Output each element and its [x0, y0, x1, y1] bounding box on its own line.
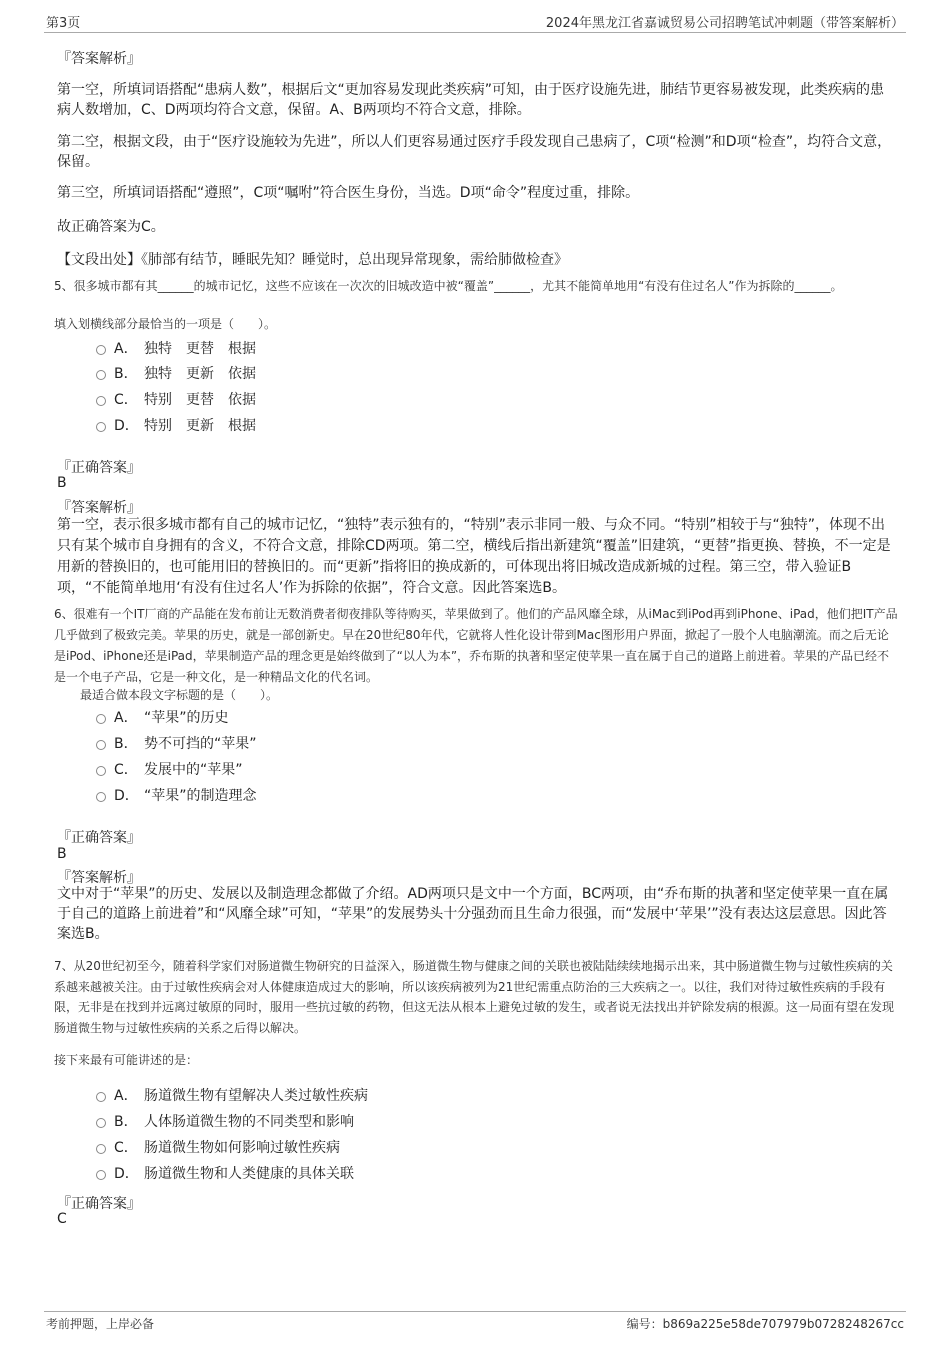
question-5-analysis: 第一空，表示很多城市都有自己的城市记忆，“独特”表示独有的，“特别”表示非同一般、与众不同。“特别”相较于与“独特”，体现不出只有某个城市自身拥有的含义，不符合文意，排除CD两项。第二空，横线后指出新建筑“覆盖”旧建筑，“更替”指更换、替换，不一定是用新的替换旧的，也可能用旧的替换旧的。而“更新”指将旧的换成新的，可体现出将旧城改造成新城的过程。第三空，带入验证B项，“不能简单地用‘有没有住过名人’作为拆除的依据”，符合文意。因此答案选B。	[57, 517, 891, 596]
radio-icon[interactable]	[96, 422, 106, 432]
document-id: 编号：b869a225e58de707979b0728248267cc	[626, 1317, 904, 1331]
q7-option-a[interactable]: A． 肠道微生物有望解决人类过敏性疾病	[96, 1085, 368, 1105]
answer-label: 『正确答案』	[57, 830, 141, 846]
radio-icon[interactable]	[96, 792, 106, 802]
analysis-label: 『答案解析』	[57, 870, 141, 886]
radio-icon[interactable]	[96, 714, 106, 724]
footer-slogan: 考前押题，上岸必备	[46, 1317, 155, 1331]
analysis-paragraph: 第一空，所填词语搭配“患病人数”，根据后文“更加容易发现此类疾病”可知，由于医疗设施先进，肺结节更容易被发现，此类疾病的患病人数增加，C、D两项均符合文意，保留。A、B两项均不符合文意，排除。	[57, 82, 885, 118]
radio-icon[interactable]	[96, 370, 106, 380]
question-5-stem: 5、很多城市都有其______的城市记忆，这些不应该在一次次的旧城改造中被“覆盖”______，尤其不能简单地用“有没有住过名人”作为拆除的______。	[54, 279, 843, 293]
source-citation: 【文段出处】《肺部有结节，睡眠先知？睡觉时，总出现异常现象，需给肺做检查》	[57, 252, 568, 268]
q7-option-b[interactable]: B． 人体肠道微生物的不同类型和影响	[96, 1111, 354, 1131]
analysis-conclusion: 故正确答案为C。	[57, 219, 165, 235]
answer-label: 『正确答案』	[57, 1196, 141, 1212]
q7-option-d[interactable]: D． 肠道微生物和人类健康的具体关联	[96, 1163, 354, 1183]
radio-icon[interactable]	[96, 766, 106, 776]
radio-icon[interactable]	[96, 1144, 106, 1154]
q7-option-c[interactable]: C． 肠道微生物如何影响过敏性疾病	[96, 1137, 340, 1157]
q5-option-c[interactable]: C． 特别 更替 依据	[96, 389, 256, 409]
q6-option-d[interactable]: D． “苹果”的制造理念	[96, 785, 257, 805]
radio-icon[interactable]	[96, 1170, 106, 1180]
correct-answer: C	[57, 1211, 67, 1227]
correct-answer: B	[57, 846, 67, 862]
radio-icon[interactable]	[96, 1092, 106, 1102]
analysis-paragraph: 第三空，所填词语搭配“遵照”，C项“嘱咐”符合医生身份，当选。D项“命令”程度过重，排除。	[57, 185, 640, 201]
page-number: 第3页	[46, 16, 81, 31]
question-5-prompt: 填入划横线部分最恰当的一项是（ ）。	[54, 317, 277, 331]
footer-divider	[44, 1311, 906, 1312]
analysis-label: 『答案解析』	[57, 500, 141, 516]
answer-label: 『正确答案』	[57, 460, 141, 476]
analysis-label: 『答案解析』	[57, 51, 141, 67]
analysis-paragraph: 第二空，根据文段，由于“医疗设施较为先进”，所以人们更容易通过医疗手段发现自己患病了，C项“检测”和D项“检查”，均符合文意，保留。	[57, 134, 892, 170]
correct-answer: B	[57, 475, 67, 491]
q6-option-c[interactable]: C． 发展中的“苹果”	[96, 759, 243, 779]
radio-icon[interactable]	[96, 740, 106, 750]
radio-icon[interactable]	[96, 1118, 106, 1128]
question-7-prompt: 接下来最有可能讲述的是：	[54, 1053, 199, 1067]
q5-option-a[interactable]: A． 独特 更替 根据	[96, 338, 256, 358]
q6-option-b[interactable]: B． 势不可挡的“苹果”	[96, 733, 257, 753]
header-divider	[44, 32, 906, 33]
q5-option-d[interactable]: D． 特别 更新 根据	[96, 415, 256, 435]
question-6-analysis: 文中对于“苹果”的历史、发展以及制造理念都做了介绍。AD两项只是文中一个方面，BC两项，由“乔布斯的执著和坚定使苹果一直在属于自己的道路上前进着”和“风靡全球”可知，“苹果”的发展势头十分强劲而且生命力很强，而“发展中‘苹果’”没有表达这层意思。因此答案选B。	[57, 886, 889, 942]
q6-option-a[interactable]: A． “苹果”的历史	[96, 707, 229, 727]
question-6-prompt: 最适合做本段文字标题的是（ ）。	[80, 688, 279, 702]
q5-option-b[interactable]: B． 独特 更新 依据	[96, 363, 256, 383]
radio-icon[interactable]	[96, 396, 106, 406]
question-7-stem: 7、从20世纪初至今，随着科学家们对肠道微生物研究的日益深入，肠道微生物与健康之间的关联也被陆陆续续地揭示出来，其中肠道微生物与过敏性疾病的关系越来越被关注。由于过敏性疾病会对人体健康造成过大的影响，所以该疾病被列为21世纪需重点防治的三大疾病之一。以往，我们对待过敏性疾病的手段有限，无非是在找到并远离过敏原的同时，服用一些抗过敏的药物，但这无法从根本上避免过敏的发生，或者说无法找出并铲除发病的根源。这一局面有望在发现肠道微生物与过敏性疾病的关系之后得以解决。	[54, 959, 895, 1035]
radio-icon[interactable]	[96, 345, 106, 355]
document-title: 2024年黑龙江省嘉诚贸易公司招聘笔试冲刺题（带答案解析）	[545, 16, 904, 31]
question-6-stem: 6、很难有一个IT厂商的产品能在发布前让无数消费者彻夜排队等待购买，苹果做到了。他们的产品风靡全球，从iMac到iPod再到iPhone、iPad，他们把IT产品几乎做到了极致完美。苹果的历史，就是一部创新史。早在20世纪80年代，它就将人性化设计带到Mac图形用户界面，掀起了一股个人电脑潮流。而之后无论是iPod、iPhone还是iPad，苹果制造产品的理念更是始终做到了“以人为本”，乔布斯的执著和坚定使苹果一直在属于自己的道路上前进着。苹果的产品已经不是一个电子产品，它是一种文化，是一种精品文化的代名词。	[54, 607, 898, 684]
